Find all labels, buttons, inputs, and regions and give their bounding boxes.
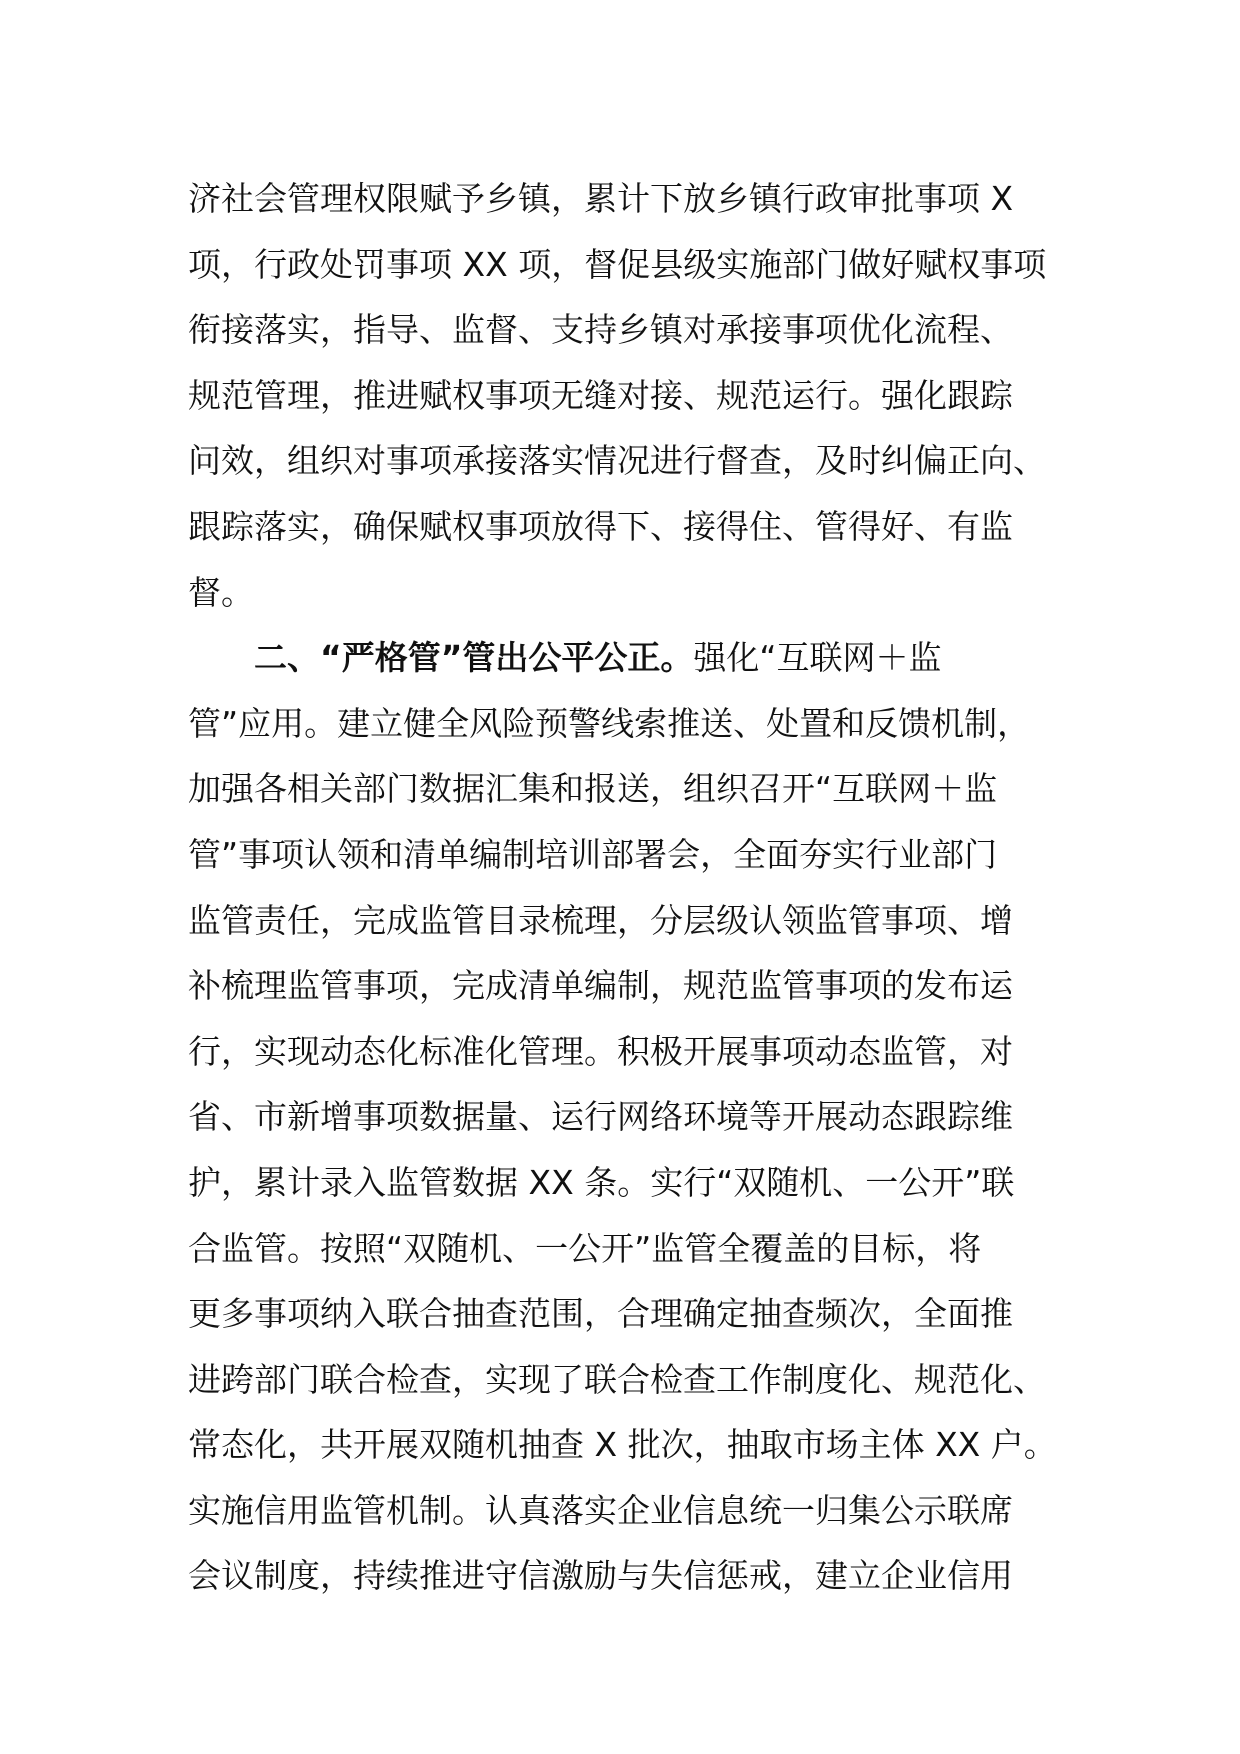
text-line: 跟踪落实，确保赋权事项放得下、接得住、管得好、有监 (188, 506, 1013, 546)
text-line: 省、市新增事项数据量、运行网络环境等开展动态跟踪维 (188, 1097, 1013, 1137)
text-line: 实施信用监管机制。认真落实企业信息统一归集公示联席 (188, 1490, 1013, 1530)
text-line: 更多事项纳入联合抽查范围，合理确定抽查频次，全面推 (188, 1294, 1013, 1334)
text-line: 管”事项认领和清单编制培训部署会，全面夯实行业部门 (188, 834, 998, 874)
text-line: 衔接落实，指导、监督、支持乡镇对承接事项优化流程、 (188, 310, 1013, 350)
text-line: 监管责任，完成监管目录梳理，分层级认领监管事项、增 (188, 900, 1013, 940)
document-body (188, 166, 1058, 1609)
text-line: 护，累计录入监管数据 XX 条。实行“双随机、一公开”联 (188, 1162, 1015, 1202)
text-line: 会议制度，持续推进守信激励与失信惩戒，建立企业信用 (188, 1556, 1013, 1596)
text-span: 强化“互联网＋监 (693, 638, 942, 678)
text-line: 管”应用。建立健全风险预警线索推送、处置和反馈机制， (188, 703, 1031, 743)
text-line: 补梳理监管事项，完成清单编制，规范监管事项的发布运 (188, 966, 1013, 1006)
text-line: 常态化，共开展双随机抽查 X 批次，抽取市场主体 XX 户。 (188, 1425, 1057, 1465)
section-heading: 二、“严格管”管出公平公正。 (254, 638, 694, 678)
text-line: 督。 (188, 572, 254, 612)
text-line: 济社会管理权限赋予乡镇，累计下放乡镇行政审批事项 X (188, 179, 1014, 218)
text-line: 合监管。按照“双随机、一公开”监管全覆盖的目标，将 (188, 1228, 982, 1268)
text-line: 加强各相关部门数据汇集和报送，组织召开“互联网＋监 (188, 769, 998, 809)
text-line: 问效，组织对事项承接落实情况进行督查，及时纠偏正向、 (188, 441, 1046, 481)
paragraph-first-line (188, 625, 1058, 691)
paragraph-1 (188, 166, 1058, 625)
text-line: 项，行政处罚事项 XX 项，督促县级实施部门做好赋权事项 (188, 244, 1047, 284)
paragraph-2 (188, 625, 1058, 1609)
text-line: 规范管理，推进赋权事项无缝对接、规范运行。强化跟踪 (188, 375, 1013, 415)
text-line: 行，实现动态化标准化管理。积极开展事项动态监管，对 (188, 1031, 1013, 1071)
text-line: 进跨部门联合检查，实现了联合检查工作制度化、规范化、 (188, 1359, 1046, 1399)
